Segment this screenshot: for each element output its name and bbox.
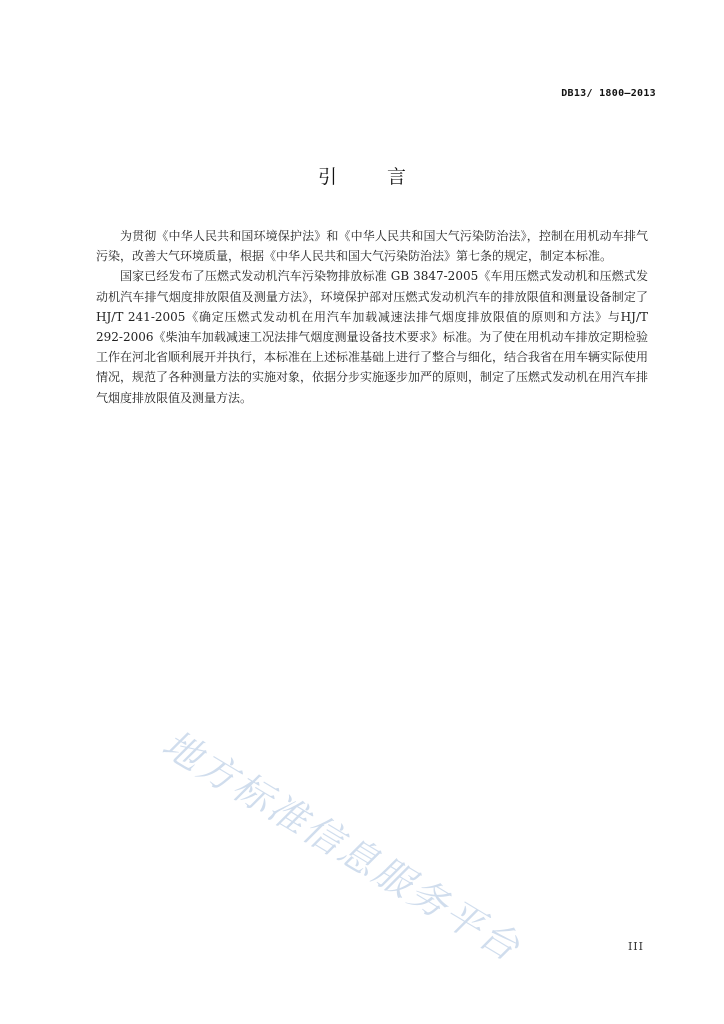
introduction-body bbox=[96, 226, 648, 408]
page-title bbox=[0, 162, 724, 189]
paragraph-1: 为贯彻《中华人民共和国环境保护法》和《中华人民共和国大气污染防治法》，控制在用机动车排气污染，改善大气环境质量，根据《中华人民共和国大气污染防治法》第七条的规定，制定本标准。 bbox=[96, 229, 648, 264]
watermark-text: 地方标准信息服务平台 bbox=[154, 721, 529, 971]
title-char-1: 引 bbox=[317, 166, 337, 188]
page-number: III bbox=[627, 940, 644, 953]
document-code: DB13/ 1800—2013 bbox=[561, 88, 656, 99]
paragraph-2: 国家已经发布了压燃式发动机汽车污染物排放标准 GB 3847-2005《车用压燃式发动机和压燃式发动机汽车排气烟度排放限值及测量方法》，环境保护部对压燃式发动机汽车的排放限值和测量设备制定了HJ/T 241-2005《确定压燃式发动机在用汽车加载减速法排气烟度排放限值的原则和方法》与HJ/T 292-2006《柴油车加载减速工况法排气烟度测量设备技术要求》标准。为了使在用机动车排放定期检验工作在河北省顺利展开并执行，本标准在上述标准基础上进行了整合与细化，结合我省在用车辆实际使用情况，规范了各种测量方法的实施对象，依据分步实施逐步加严的原则，制定了压燃式发动机在用汽车排气烟度排放限值及测量方法。 bbox=[96, 269, 649, 405]
title-char-2: 言 bbox=[387, 166, 407, 188]
